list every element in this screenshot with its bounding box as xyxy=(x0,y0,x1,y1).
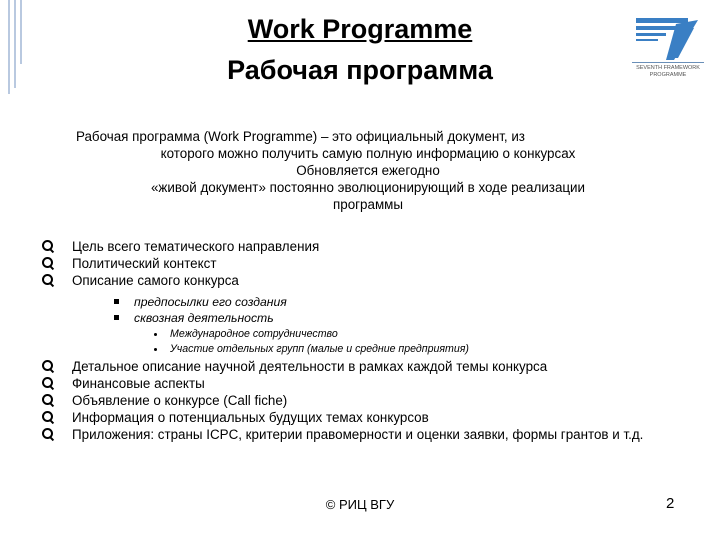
bullet-icon xyxy=(42,257,53,268)
dot-bullet-icon xyxy=(154,333,157,336)
list-item: Объявление о конкурсе (Call fiche) xyxy=(42,392,682,409)
dot-bullet-icon xyxy=(154,348,157,351)
bullet-icon xyxy=(42,377,53,388)
list-item: Информация о потенциальных будущих темах конкурсов xyxy=(42,409,682,426)
list-item: Финансовые аспекты xyxy=(42,375,682,392)
list-item: предпосылки его создания xyxy=(114,294,287,310)
decor-line-2 xyxy=(14,0,16,88)
list-item: Цель всего тематического направления xyxy=(42,238,682,255)
bullet-list-top xyxy=(42,238,682,289)
intro-line: Рабочая программа (Work Programme) – это официальный документ, из xyxy=(76,129,525,144)
list-item: Приложения: страны ICPC, критерии правомерности и оценки заявки, формы грантов и т.д. xyxy=(42,426,682,443)
bullet-icon xyxy=(42,274,53,285)
logo-caption-1: SEVENTH FRAMEWORK xyxy=(636,65,700,71)
list-item: Политический контекст xyxy=(42,255,682,272)
bullet-icon xyxy=(42,411,53,422)
sub-sub-bullet-list xyxy=(152,327,469,357)
intro-line: «живой документ» постоянно эволюционирующий в ходе реализации xyxy=(150,180,586,195)
list-item: Международное сотрудничество xyxy=(152,327,469,342)
list-item: Детальное описание научной деятельности в рамках каждой темы конкурса xyxy=(42,358,682,375)
intro-paragraph xyxy=(72,128,664,213)
bullet-icon xyxy=(42,394,53,405)
list-item: сквозная деятельность xyxy=(114,310,287,326)
intro-line: которого можно получить самую полную информацию о конкурсах xyxy=(160,146,576,161)
decor-line-3 xyxy=(20,0,22,64)
slide-title-en: Work Programme xyxy=(247,14,473,44)
footer-copyright: © РИЦ ВГУ xyxy=(325,497,395,512)
decor-line-1 xyxy=(8,0,10,94)
intro-line: программы xyxy=(333,197,403,212)
intro-line: Обновляется ежегодно xyxy=(296,163,440,178)
list-item: Описание самого конкурса xyxy=(42,272,682,289)
page-number: 2 xyxy=(666,495,675,512)
bullet-list-bottom xyxy=(42,358,682,443)
bullet-icon xyxy=(42,360,53,371)
logo-caption-2: PROGRAMME xyxy=(649,72,687,78)
bullet-icon xyxy=(42,240,53,251)
square-bullet-icon xyxy=(114,299,119,304)
square-bullet-icon xyxy=(114,315,119,320)
fp7-logo-icon xyxy=(628,14,708,78)
slide-title-ru: Рабочая программа xyxy=(227,55,493,85)
sub-bullet-list xyxy=(114,294,287,326)
list-item: Участие отдельных групп (малые и средние предприятия) xyxy=(152,342,469,357)
bullet-icon xyxy=(42,428,53,439)
